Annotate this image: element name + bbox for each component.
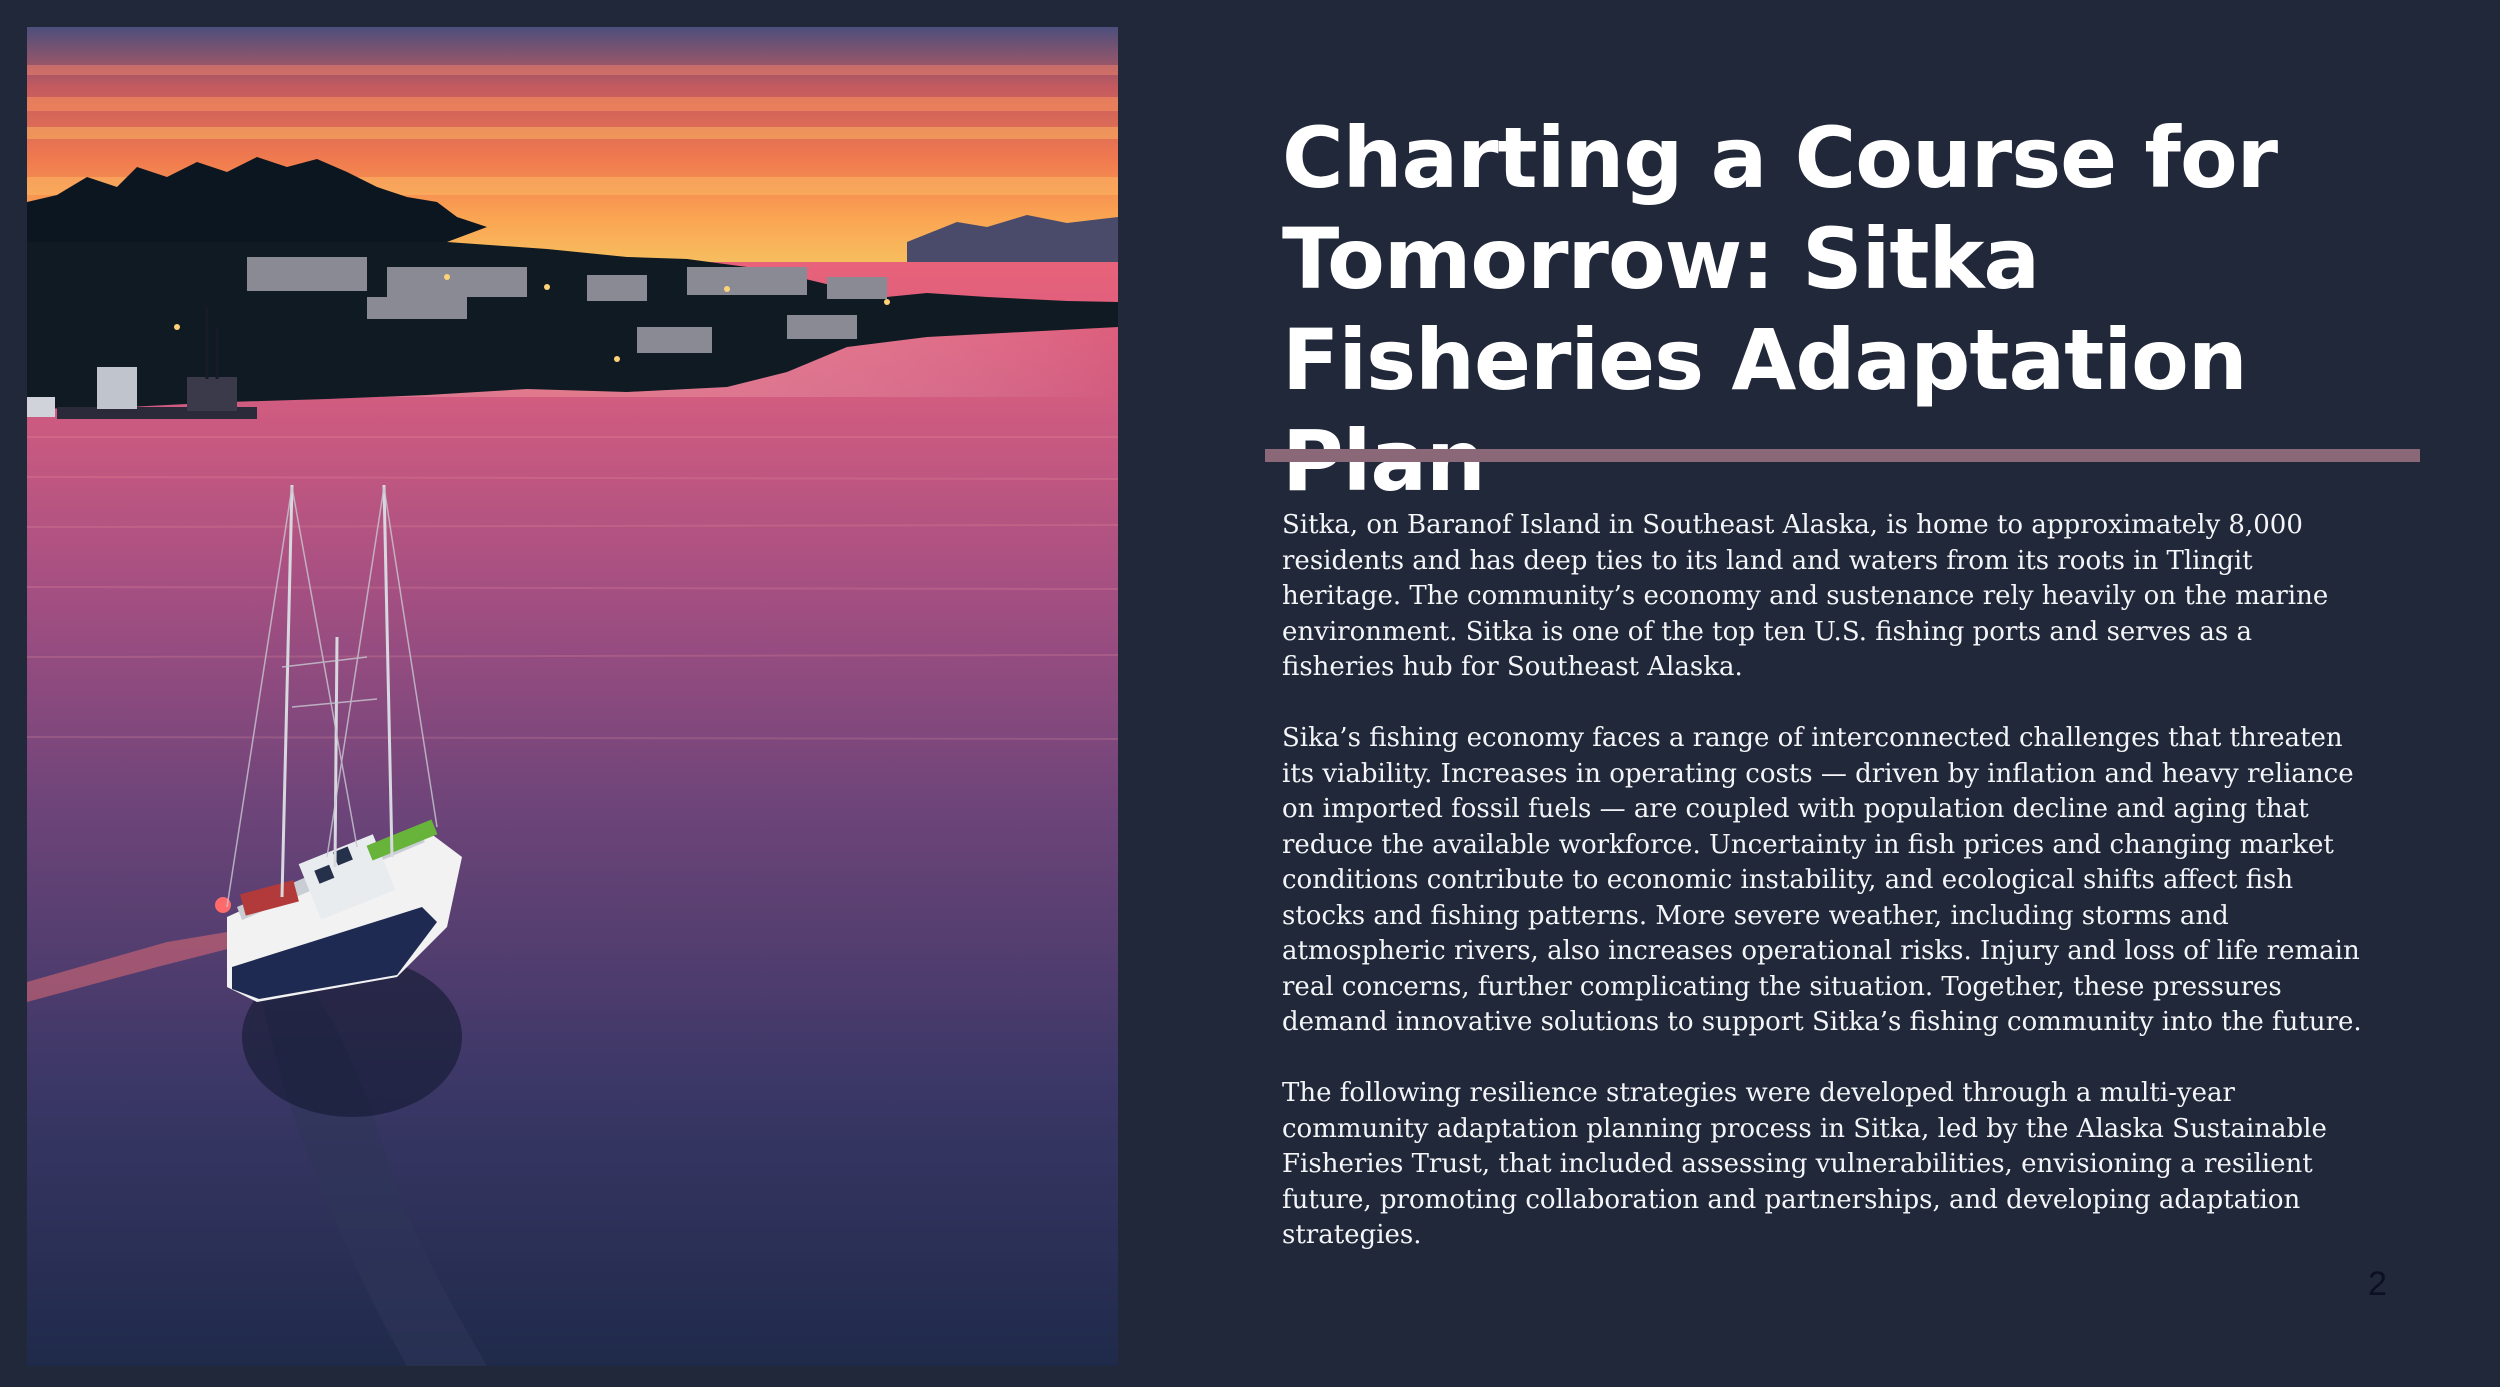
slide-title: Charting a Course for Tomorrow: Sitka Fisheries Adaptation	[1282, 109, 2278, 409]
page-number: 2	[2368, 1265, 2387, 1303]
paragraph-challenges: Sika’s fishing economy faces a range of interconnected challenges that threaten its viability. Increases in operating costs — driven by inflation and heavy reliance on imported fossil fuels — are coupled with population decline and aging that reduce the available workforce. Uncertainty in fish prices and changing market conditions contribute to economic instability, and ecological shifts affect fish stocks and fishing patterns. More severe weather, including storms and atmospheric rivers, also increases operational risks. Injury and loss of life remain real concerns, further complicating the situation. Together, these pressures demand innovative solutions to support Sitka’s fishing community into the future.	[1282, 723, 2362, 1037]
body-text	[1282, 508, 2372, 1289]
title-divider	[1265, 449, 2420, 462]
paragraph-intro: Sitka, on Baranof Island in Southeast Alaska, is home to approximately 8,000 residents and has deep ties to its land and waters from its roots in Tlingit heritage. The community’s economy and sustenance rely heavily on the marine environment. Sitka is one of the top ten U.S. fishing ports and serves as a fisheries hub for Southeast Alaska.	[1282, 510, 2329, 682]
fishing-boat-sunset-harbor-photo	[27, 27, 1118, 1366]
paragraph-strategies: The following resilience strategies were developed through a multi-year community adaptation planning process in Sitka, led by the Alaska Sustainable Fisheries Trust, that included assessing vulnerabilities, envisioning a resilient future, promoting collaboration and partnerships, and developing adaptation strategies.	[1282, 1078, 2327, 1250]
